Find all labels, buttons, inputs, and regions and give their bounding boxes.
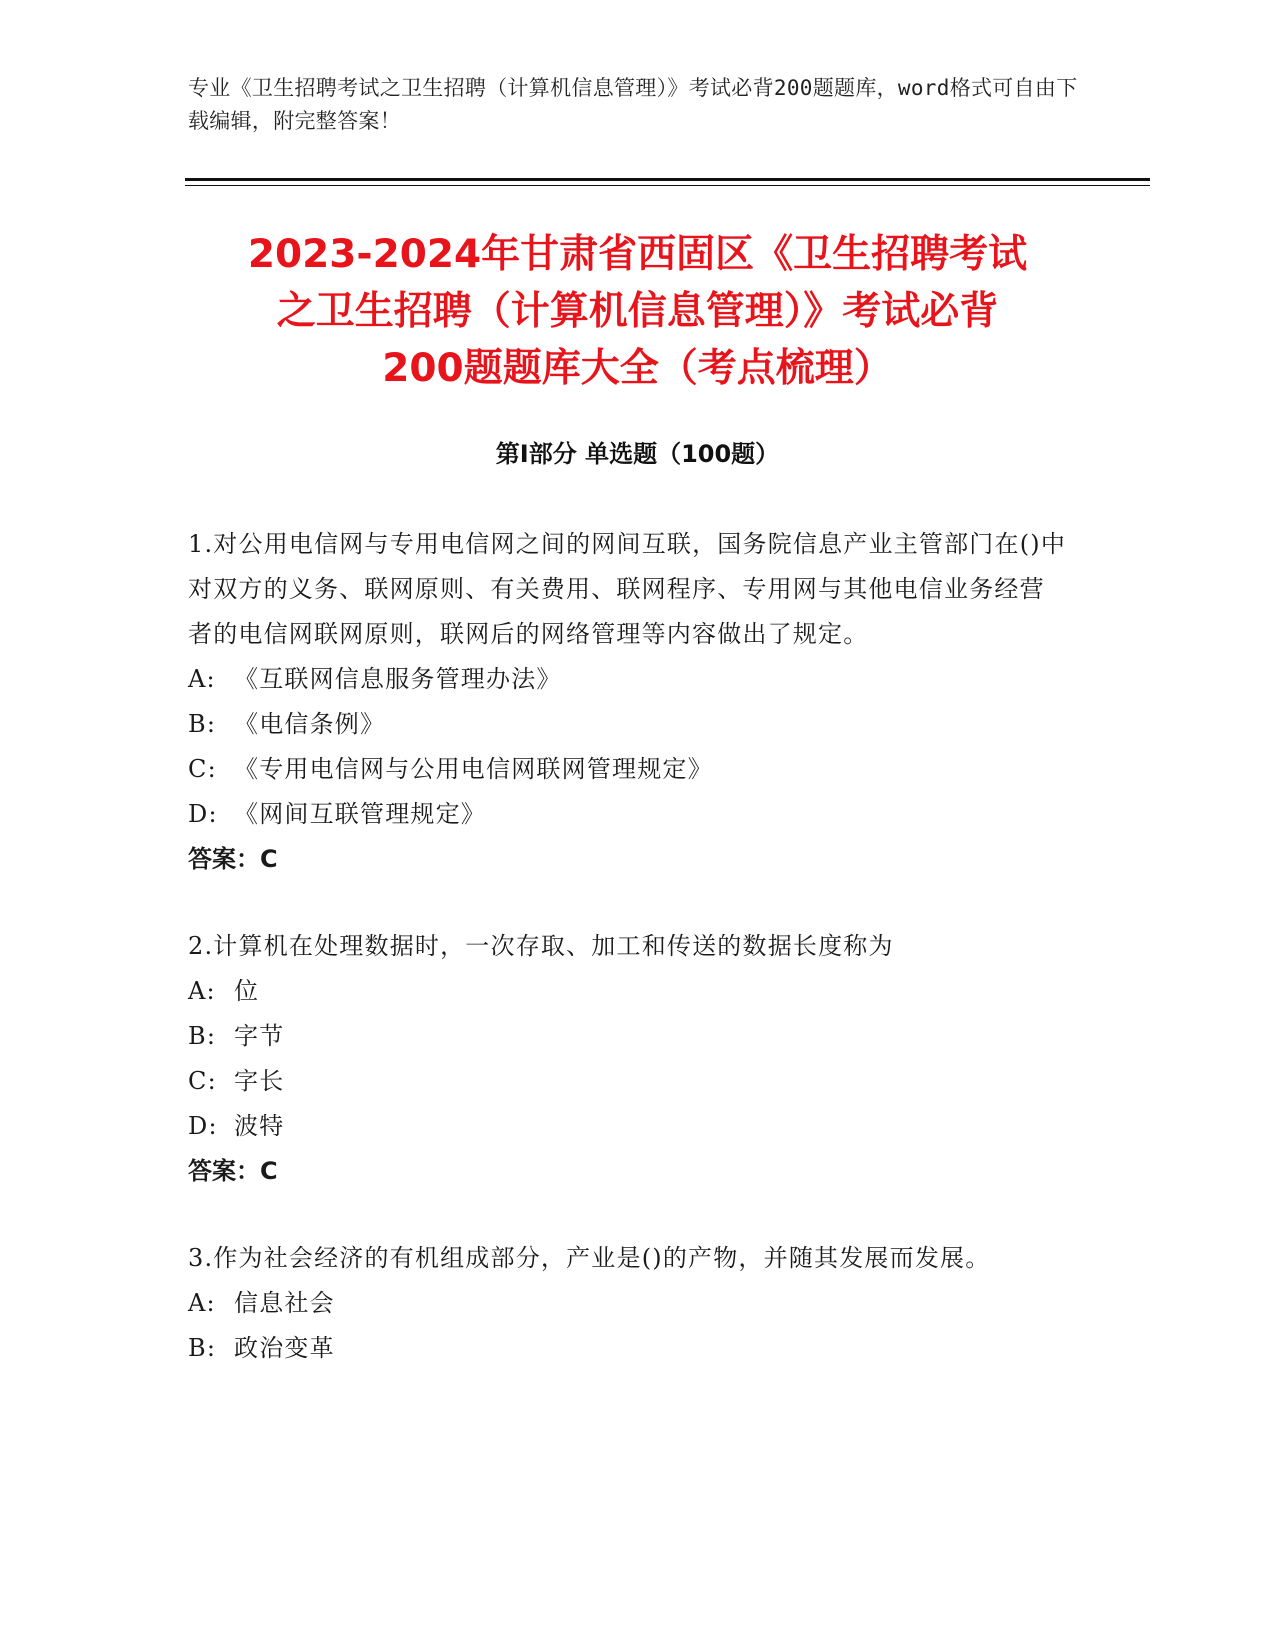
header-divider-thick xyxy=(185,178,1150,181)
option-key: B: xyxy=(188,710,217,738)
option-key: C: xyxy=(188,1067,217,1095)
option-a xyxy=(188,1281,1068,1326)
option-text: 政治变革 xyxy=(234,1334,335,1362)
option-key: A: xyxy=(188,977,216,1005)
header-note: 专业《卫生招聘考试之卫生招聘（计算机信息管理）》考试必背200题题库，word格式可自由下载编辑，附完整答案！ xyxy=(188,76,1078,133)
option-text: 《电信条例》 xyxy=(234,710,386,738)
option-a xyxy=(188,969,1068,1014)
option-text: 信息社会 xyxy=(234,1289,335,1317)
option-text: 《网间互联管理规定》 xyxy=(234,800,486,828)
option-c xyxy=(188,1059,1068,1104)
question-stem: 3.作为社会经济的有机组成部分，产业是()的产物，并随其发展而发展。 xyxy=(188,1244,991,1272)
question-1 xyxy=(188,522,1068,882)
option-b xyxy=(188,702,1068,747)
option-text: 《专用电信网与公用电信网联网管理规定》 xyxy=(234,755,713,783)
option-key: D: xyxy=(188,800,218,828)
question-stem: 1.对公用电信网与专用电信网之间的网间互联，国务院信息产业主管部门在()中对双方的义务、联网原则、有关费用、联网程序、专用网与其他电信业务经营者的电信网联网原则，联网后的网络管理等内容做出了规定。 xyxy=(188,530,1067,648)
option-b xyxy=(188,1014,1068,1059)
header-divider-thin xyxy=(185,185,1150,186)
title-line: 之卫生招聘（计算机信息管理）》考试必背 xyxy=(276,289,999,334)
option-text: 《互联网信息服务管理办法》 xyxy=(234,665,562,693)
option-key: A: xyxy=(188,1289,216,1317)
title-line: 2023-2024年甘肃省西固区《卫生招聘考试 xyxy=(247,232,1028,277)
option-d xyxy=(188,792,1068,837)
question-3 xyxy=(188,1236,1068,1371)
title-line: 200题题库大全（考点梳理） xyxy=(382,346,893,391)
option-text: 字长 xyxy=(234,1067,285,1095)
option-c xyxy=(188,747,1068,792)
option-a xyxy=(188,657,1068,702)
option-key: D: xyxy=(188,1112,218,1140)
question-stem: 2.计算机在处理数据时，一次存取、加工和传送的数据长度称为 xyxy=(188,932,894,960)
option-d xyxy=(188,1104,1068,1149)
option-key: A: xyxy=(188,665,216,693)
option-key: B: xyxy=(188,1022,217,1050)
option-key: C: xyxy=(188,755,217,783)
option-b xyxy=(188,1326,1068,1371)
question-2 xyxy=(188,924,1068,1194)
option-text: 波特 xyxy=(234,1112,285,1140)
option-text: 字节 xyxy=(234,1022,285,1050)
document-title xyxy=(150,226,1125,397)
section-heading: 第Ⅰ部分 单选题（100题） xyxy=(495,440,780,468)
option-text: 位 xyxy=(234,977,260,1005)
answer-label: 答案：C xyxy=(188,845,278,873)
question-list xyxy=(188,522,1068,1413)
answer-label: 答案：C xyxy=(188,1157,278,1185)
option-key: B: xyxy=(188,1334,217,1362)
